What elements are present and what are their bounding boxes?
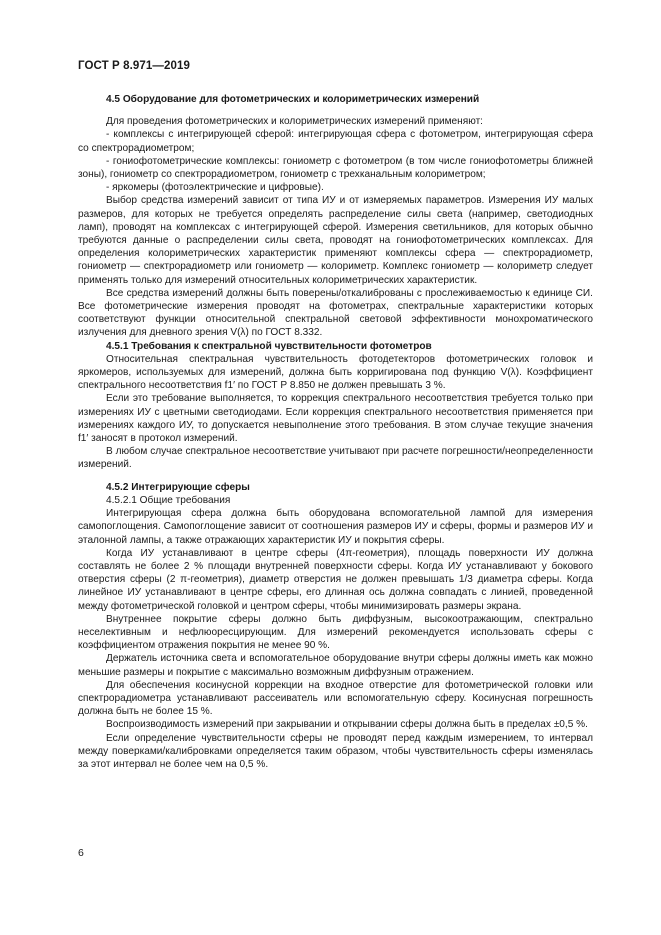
spectral-correction-paragraph: Если это требование выполняется, то коррекция спектрального несоответствия требуется только при измерениях ИУ с цветными светодиодами. Если коррекция спектрального несоответствия применяется при измерениях каждого ИУ, то допускается невыполнение этого требования. В этом случае текущие значения f1′ заносят в протокол измерений. xyxy=(78,393,593,445)
calibration-paragraph: Все средства измерений должны быть поверены/откалиброваны с прослеживаемостью к единице СИ. Все фотометрические измерения проводят на фотометрах, спектральные характеристики которых соответствуют функции относительной спектральной световой эффективности монохроматического излучения для дневного зрения V(λ) по ГОСТ 8.332. xyxy=(78,287,593,339)
section-4-5-heading: 4.5 Оборудование для фотометрических и колориметрических измерений xyxy=(106,94,480,105)
spectral-sensitivity-paragraph: Относительная спектральная чувствительность фотодетекторов фотометрических головок и яркомеров, используемых для измерений, должна быть корригирована под функцию V(λ). Коэффициент спектрального несоответствия f1′ по ГОСТ Р 8.850 не должен превышать 3 %. xyxy=(78,353,593,392)
equipment-list-item: - яркомеры (фотоэлектрические и цифровые). xyxy=(106,182,324,194)
sphere-paragraph: Если определение чувствительности сферы не проводят перед каждым измерением, то интервал между поверками/калибровками определяется таким образом, чтобы чувствительность сферы изменялась за этот интервал не более чем на 0,5 %. xyxy=(78,732,593,770)
sphere-paragraph: Когда ИУ устанавливают в центре сферы (4π-геометрия), площадь поверхности ИУ должна составлять не более 2 % площади внутренней поверхности сферы. Когда ИУ устанавливают у бокового отверстия сферы (2 π-геометрия), диаметр отверстия не должен превышать 1/3 диаметра сферы. Когда линейное ИУ устанавливают в центре сферы, его длинная ось должна совпадать с линией, проведенной между фотометрической головкой и центром сферы, чтобы минимизировать размеры экрана. xyxy=(78,547,593,612)
sphere-paragraph: Интегрирующая сфера должна быть оборудована вспомогательной лампой для измерения самопоглощения. Самопоглощение зависит от соотношения размеров ИУ и сферы, формы и размеров ИУ и эталонной лампы, а также отражающих характеристик ИУ и покрытия сферы. xyxy=(78,508,593,546)
page-number: 6 xyxy=(78,847,84,859)
section-4-5-intro: Для проведения фотометрических и колориметрических измерений применяют: xyxy=(106,116,483,128)
equipment-list-item: - гониофотометрические комплексы: гониометр с фотометром (в том числе гониофотометры ближней зоны), гониометр со спектрорадиометром, гониометр с трехканальным колориметром; xyxy=(78,155,593,181)
section-4-5-2-heading: 4.5.2 Интегрирующие сферы xyxy=(106,481,250,493)
equipment-choice-paragraph: Выбор средства измерений зависит от типа ИУ и от измеряемых параметров. Измерения ИУ малых размеров, для которых не требуется определять распределение силы света (например, светодиодных ламп), проводят на комплексах с интегрирующей сферой. Измерения светильников, для которых обычно требуются данные о распределении силы света, проводят на гониофотометрических комплексах. Для определения колориметрических характеристик применяют комплексы сфера — спектрорадиометр, гониометр — спектрорадиометр или гониометр — колориметр. Комплекс гониометр — колориметр следует применять только для измерений относительных колориметрических характеристик. xyxy=(78,195,593,286)
sphere-paragraph: Внутреннее покрытие сферы должно быть диффузным, высокоотражающим, спектрально неселективным и нефлюоресцирующим. Для измерений рекомендуется использовать сферы с коэффициентом отражения покрытия не менее 90 %. xyxy=(78,613,593,652)
document-body xyxy=(78,93,593,771)
section-4-5-1-heading: 4.5.1 Требования к спектральной чувствительности фотометров xyxy=(106,340,432,352)
section-gap xyxy=(78,472,593,481)
section-4-5-2-1-heading: 4.5.2.1 Общие требования xyxy=(106,494,231,506)
sphere-paragraph: Воспроизводимость измерений при закрывании и открывании сферы должна быть в пределах ±0,5 %. xyxy=(106,719,588,731)
sphere-paragraph: Для обеспечения косинусной коррекции на входное отверстие для фотометрической головки или спектрорадиометра устанавливают рассеиватель или вспомогательную сферу. Косинусная погрешность должна быть не более 15 %. xyxy=(78,679,593,718)
document-header: ГОСТ Р 8.971—2019 xyxy=(78,60,190,72)
equipment-list-item: - комплексы с интегрирующей сферой: интегрирующая сфера с фотометром, интегрирующая сфера со спектрорадиометром; xyxy=(78,129,593,154)
uncertainty-paragraph: В любом случае спектральное несоответствие учитывают при расчете погрешности/неопределенности измерений. xyxy=(78,446,593,471)
sphere-paragraph: Держатель источника света и вспомогательное оборудование внутри сферы должны иметь как можно меньшие размеры и покрытие с максимально возможным диффузным отражением. xyxy=(78,653,593,678)
